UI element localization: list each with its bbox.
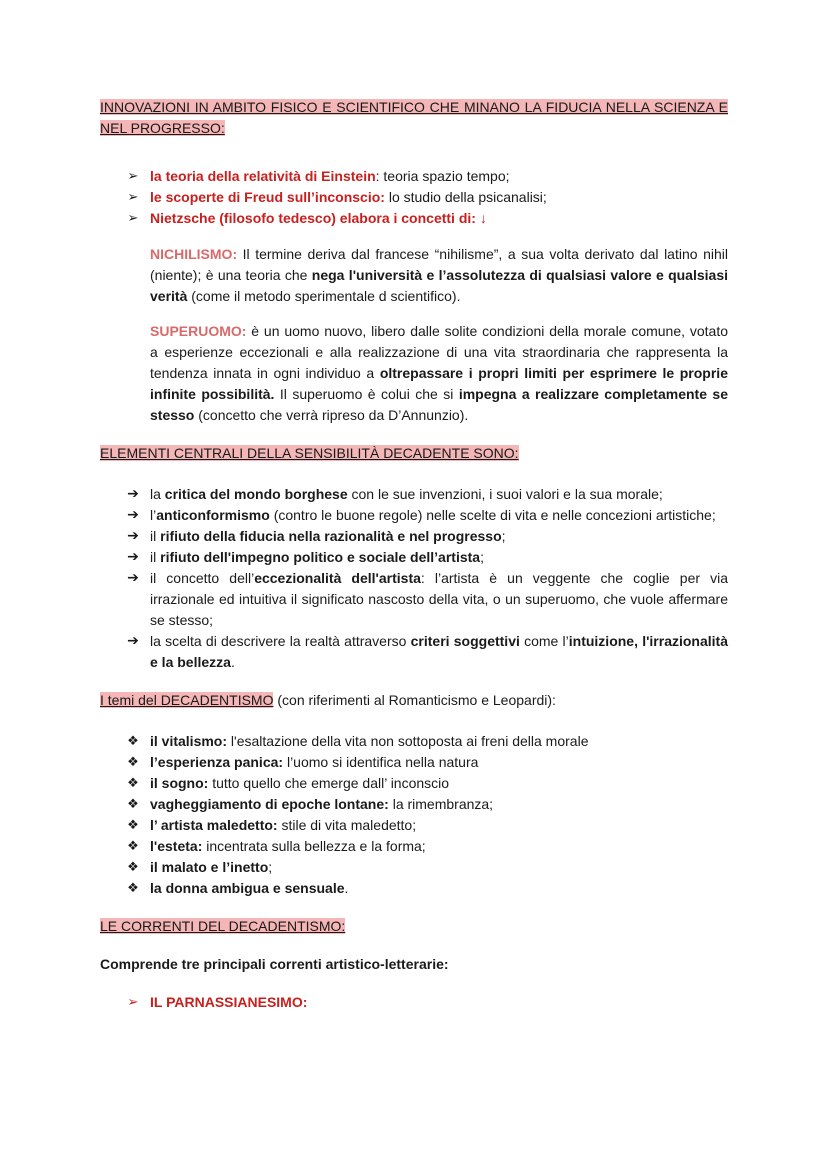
arrow-bullet-icon: ➔ <box>127 633 139 649</box>
list-item: ➢ IL PARNASSIANESIMO: <box>100 992 728 1013</box>
arrow-bullet-icon: ➔ <box>127 570 139 586</box>
arrow-bullet-icon: ➢ <box>127 190 139 205</box>
elementi-list <box>100 484 728 673</box>
list-item: ➢ le scoperte di Freud sull’inconscio: lo studio della psicanalisi; <box>100 187 728 208</box>
arrow-bullet-icon: ➔ <box>127 549 139 565</box>
innovazioni-list <box>100 166 728 229</box>
list-item: ➔ il rifiuto dell'impegno politico e sociale dell’artista; <box>100 547 728 568</box>
list-item: ❖ il vitalismo: l'esaltazione della vita non sottoposta ai freni della morale <box>100 731 728 752</box>
diamond-bullet-icon: ❖ <box>127 839 139 854</box>
arrow-bullet-icon: ➔ <box>127 528 139 544</box>
diamond-bullet-icon: ❖ <box>127 755 139 770</box>
arrow-bullet-icon: ➢ <box>127 995 139 1010</box>
list-item: ❖ l’ artista maledetto: stile di vita maledetto; <box>100 815 728 836</box>
section-heading-elementi: ELEMENTI CENTRALI DELLA SENSIBILITÀ DECADENTE SONO: <box>100 445 519 461</box>
list-item: ➔ il concetto dell’eccezionalità dell'artista: l’artista è un veggente che coglie per via irrazionale ed intuitiva il significato nascosto della vita, o un superuomo, che vuole affermare se stesso; <box>100 568 728 631</box>
arrow-bullet-icon: ➢ <box>127 169 139 184</box>
superuomo-paragraph: SUPERUOMO: è un uomo nuovo, libero dalle solite condizioni della morale comune, votato a esperienze eccezionali e alla realizzazione di una vita straordinaria che rappresenta la tendenza innata in ogni individuo a oltrepassare i propri limiti per esprimere le proprie infinite possibilità. Il superuomo è colui che si impegna a realizzare completamente se stesso (concetto che verrà ripreso da D’Annunzio). <box>150 323 728 423</box>
list-item: ➢ Nietzsche (filosofo tedesco) elabora i concetti di: ↓ <box>100 208 728 229</box>
diamond-bullet-icon: ❖ <box>127 797 139 812</box>
list-item: ➔ la critica del mondo borghese con le sue invenzioni, i suoi valori e la sua morale; <box>100 484 728 505</box>
diamond-bullet-icon: ❖ <box>127 881 139 896</box>
diamond-bullet-icon: ❖ <box>127 818 139 833</box>
correnti-intro: Comprende tre principali correnti artistico-letterarie: <box>100 956 449 972</box>
list-item: ❖ l’esperienza panica: l’uomo si identifica nella natura <box>100 752 728 773</box>
list-item: ❖ il sogno: tutto quello che emerge dall’ inconscio <box>100 773 728 794</box>
section-heading-innovazioni: INNOVAZIONI IN AMBITO FISICO E SCIENTIFICO CHE MINANO LA FIDUCIA NELLA SCIENZA E NEL PROGRESSO: <box>100 99 728 136</box>
list-item: ❖ la donna ambigua e sensuale. <box>100 878 728 899</box>
list-item: ❖ l'esteta: incentrata sulla bellezza e la forma; <box>100 836 728 857</box>
list-item: ➔ l’anticonformismo (contro le buone regole) nelle scelte di vita e nelle concezioni artistiche; <box>100 505 728 526</box>
list-item: ❖ il malato e l’inetto; <box>100 857 728 878</box>
diamond-bullet-icon: ❖ <box>127 776 139 791</box>
arrow-bullet-icon: ➔ <box>127 486 139 502</box>
arrow-bullet-icon: ➢ <box>127 211 139 226</box>
section-heading-correnti: LE CORRENTI DEL DECADENTISMO: <box>100 918 346 934</box>
list-item: ➔ la scelta di descrivere la realtà attraverso criteri soggettivi come l’intuizione, l'irrazionalità e la bellezza. <box>100 631 728 673</box>
nichilismo-paragraph: NICHILISMO: Il termine deriva dal francese “nihilisme”, a sua volta derivato dal latino nihil (niente); è una teoria che nega l'università e l’assolutezza di qualsiasi valore e qualsiasi verità (come il metodo sperimentale d scientifico). <box>150 246 728 304</box>
list-item: ➔ il rifiuto della fiducia nella razionalità e nel progresso; <box>100 526 728 547</box>
list-item: ❖ vagheggiamento di epoche lontane: la rimembranza; <box>100 794 728 815</box>
document-page <box>100 97 728 1013</box>
temi-list <box>100 731 728 899</box>
diamond-bullet-icon: ❖ <box>127 734 139 749</box>
section-heading-temi: I temi del DECADENTISMO (con riferimenti al Romanticismo e Leopardi): <box>100 692 556 708</box>
list-item: ➢ la teoria della relatività di Einstein: teoria spazio tempo; <box>100 166 728 187</box>
correnti-list <box>100 992 728 1013</box>
arrow-bullet-icon: ➔ <box>127 507 139 523</box>
diamond-bullet-icon: ❖ <box>127 860 139 875</box>
